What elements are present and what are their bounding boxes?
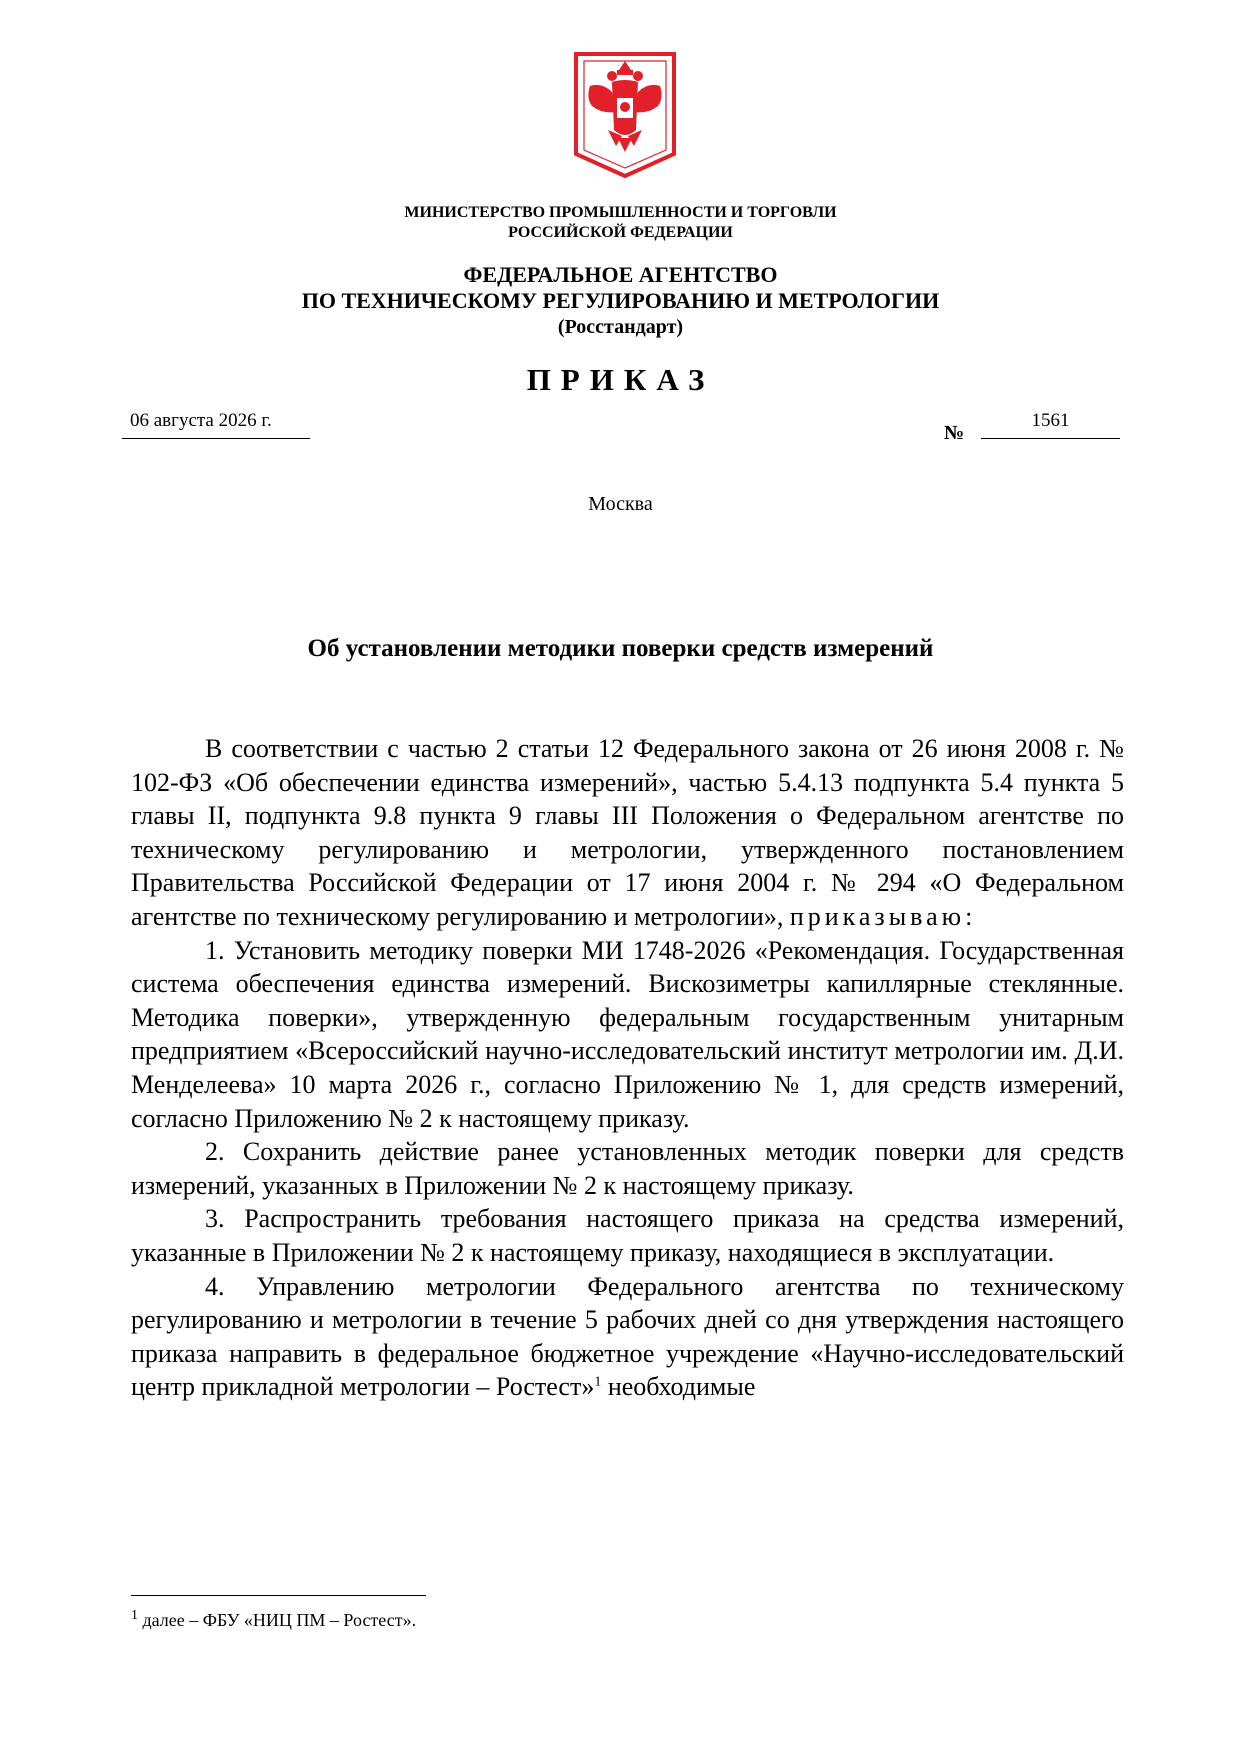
- agency-abbreviation: (Росстандарт): [557, 316, 684, 338]
- agency-name: [0, 262, 1241, 340]
- russian-coat-of-arms-icon: [572, 50, 678, 180]
- item-4-tail: необходимые: [601, 1372, 756, 1402]
- item-4: [131, 1270, 1124, 1404]
- item-3: 3. Распространить требования настоящего приказа на средства измерений, указанные в Приложении № 2 к настоящему приказу, находящиеся в эксплуатации.: [131, 1204, 1124, 1267]
- footnote: [131, 1610, 416, 1631]
- number-sign: №: [944, 422, 965, 444]
- order-number: 1561: [981, 410, 1120, 439]
- item-2: 2. Сохранить действие ранее установленных методик поверки для средств измерений, указанных в Приложении № 2 к настоящему приказу.: [131, 1137, 1124, 1200]
- agency-line-1: ФЕДЕРАЛЬНОЕ АГЕНТСТВО: [463, 262, 778, 287]
- ministry-line-2: РОССИЙСКОЙ ФЕДЕРАЦИИ: [508, 224, 733, 241]
- footnote-ref: 1: [594, 1374, 602, 1390]
- city: Москва: [588, 493, 653, 515]
- item-1: 1. Установить методику поверки МИ 1748-2026 «Рекомендация. Государственная система обеспечения единства измерений. Вискозиметры капиллярные стеклянные. Методика поверки», утвержденную федеральным государственным унитарным предприятием «Всероссийский научно-исследовательский институт метрологии им. Д.И. Менделеева» 10 марта 2026 г., согласно Приложению № 1, для средств измерений, согласно Приложению № 2 к настоящему приказу.: [131, 935, 1124, 1133]
- intro-text: В соответствии с частью 2 статьи 12 Федерального закона от 26 июня 2008 г. № 102-ФЗ «Об обеспечении единства измерений», частью 5.4.13 подпункта 5.4 пункта 5 главы II, подпункта 9.8 пункта 9 главы III Положения о Федеральном агентстве по техническому регулированию и метрологии, утвержденного постановлением Правительства Российской Федерации от 17 июня 2004 г. № 294 «О Федеральном агентстве по техническому регулированию и метрологии»,: [131, 734, 1124, 931]
- footnote-text: далее – ФБУ «НИЦ ПМ – Ростест».: [138, 1610, 417, 1630]
- ministry-line-1: МИНИСТЕРСТВО ПРОМЫШЛЕННОСТИ И ТОРГОВЛИ: [404, 204, 837, 221]
- document-type-title: ПРИКАЗ: [526, 362, 715, 397]
- order-body: [131, 732, 1124, 1404]
- footnote-marker: 1: [131, 1608, 138, 1623]
- agency-line-2: ПО ТЕХНИЧЕСКОМУ РЕГУЛИРОВАНИЮ И МЕТРОЛОГИИ: [301, 288, 940, 313]
- order-date: 06 августа 2026 г.: [122, 410, 310, 439]
- order-subject: Об установлении методики поверки средств измерений: [307, 635, 934, 662]
- item-4-text: 4. Управлению метрологии Федерального агентства по техническому регулированию и метрологии в течение 5 рабочих дней со дня утверждения настоящего приказа направить в федеральное бюджетное учреждение «Научно-исследовательский центр прикладной метрологии – Ростест»: [131, 1271, 1124, 1402]
- ministry-name: [0, 203, 1241, 243]
- order-word: приказываю:: [789, 901, 977, 931]
- footnote-divider: [131, 1595, 426, 1596]
- intro-paragraph: [131, 732, 1124, 934]
